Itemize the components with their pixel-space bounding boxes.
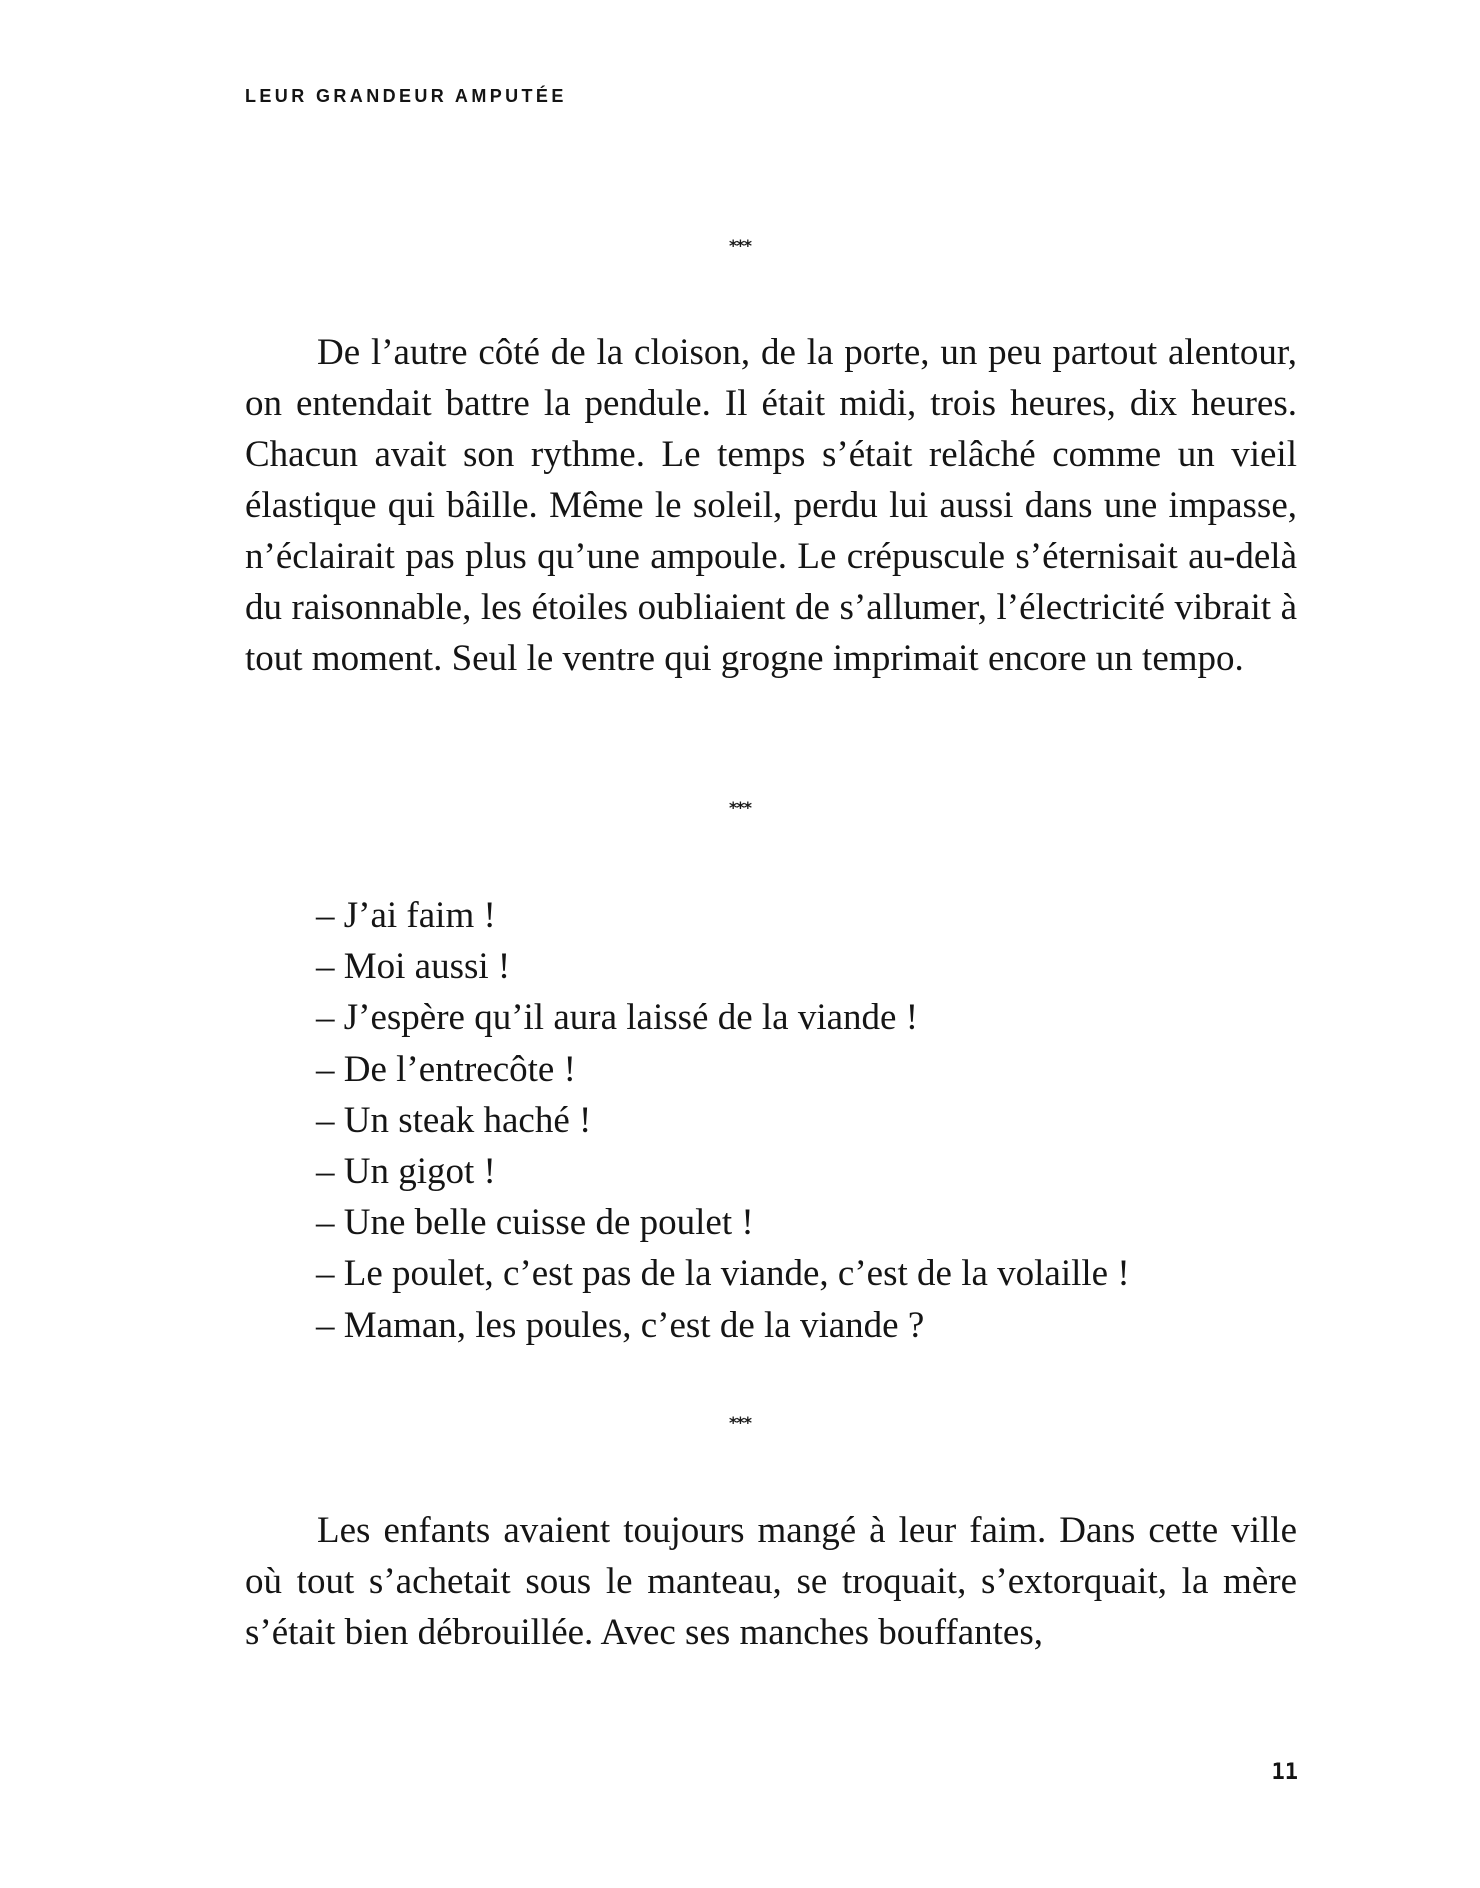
running-head-title: LEUR GRANDEUR AMPUTÉE — [245, 86, 567, 106]
body-paragraph: Les enfants avaient toujours mangé à leur faim. Dans cette ville où tout s’achetait sous le manteau, se troquait, s’extorquait, la mère s’était bien débrouillée. Avec ses manches bouffantes, — [245, 1510, 1297, 1653]
dialogue-line: – Un steak haché ! — [316, 1099, 592, 1141]
dialogue-line: – Le poulet, c’est pas de la viande, c’est de la volaille ! — [316, 1253, 1130, 1295]
page-number: 11 — [1271, 1760, 1298, 1785]
section-separator: *** — [728, 798, 752, 817]
dialogue-line: – De l’entrecôte ! — [316, 1048, 576, 1090]
dialogue-line: – Maman, les poules, c’est de la viande ? — [316, 1304, 925, 1346]
section-separator: *** — [728, 1413, 752, 1432]
dialogue-line: – Moi aussi ! — [316, 946, 511, 988]
dialogue-line: – J’espère qu’il aura laissé de la viande ! — [316, 997, 919, 1039]
dialogue-line: – Un gigot ! — [316, 1151, 496, 1193]
dialogue-list — [316, 890, 1130, 1351]
section-separator: *** — [728, 236, 752, 255]
dialogue-line: – Une belle cuisse de poulet ! — [316, 1202, 754, 1244]
body-paragraph: De l’autre côté de la cloison, de la porte, un peu partout alentour, on entendait battre la pendule. Il était midi, trois heures, dix heures. Chacun avait son rythme. Le temps s’était relâché comme un vieil élastique qui bâille. Même le soleil, perdu lui aussi dans une impasse, n’éclairait pas plus qu’une ampoule. Le crépuscule s’éternisait au-delà du raisonnable, les étoiles oubliaient de s’allumer, l’électricité vibrait à tout moment. Seul le ventre qui grogne imprimait encore un tempo. — [245, 332, 1297, 679]
dialogue-line: – J’ai faim ! — [316, 895, 496, 936]
